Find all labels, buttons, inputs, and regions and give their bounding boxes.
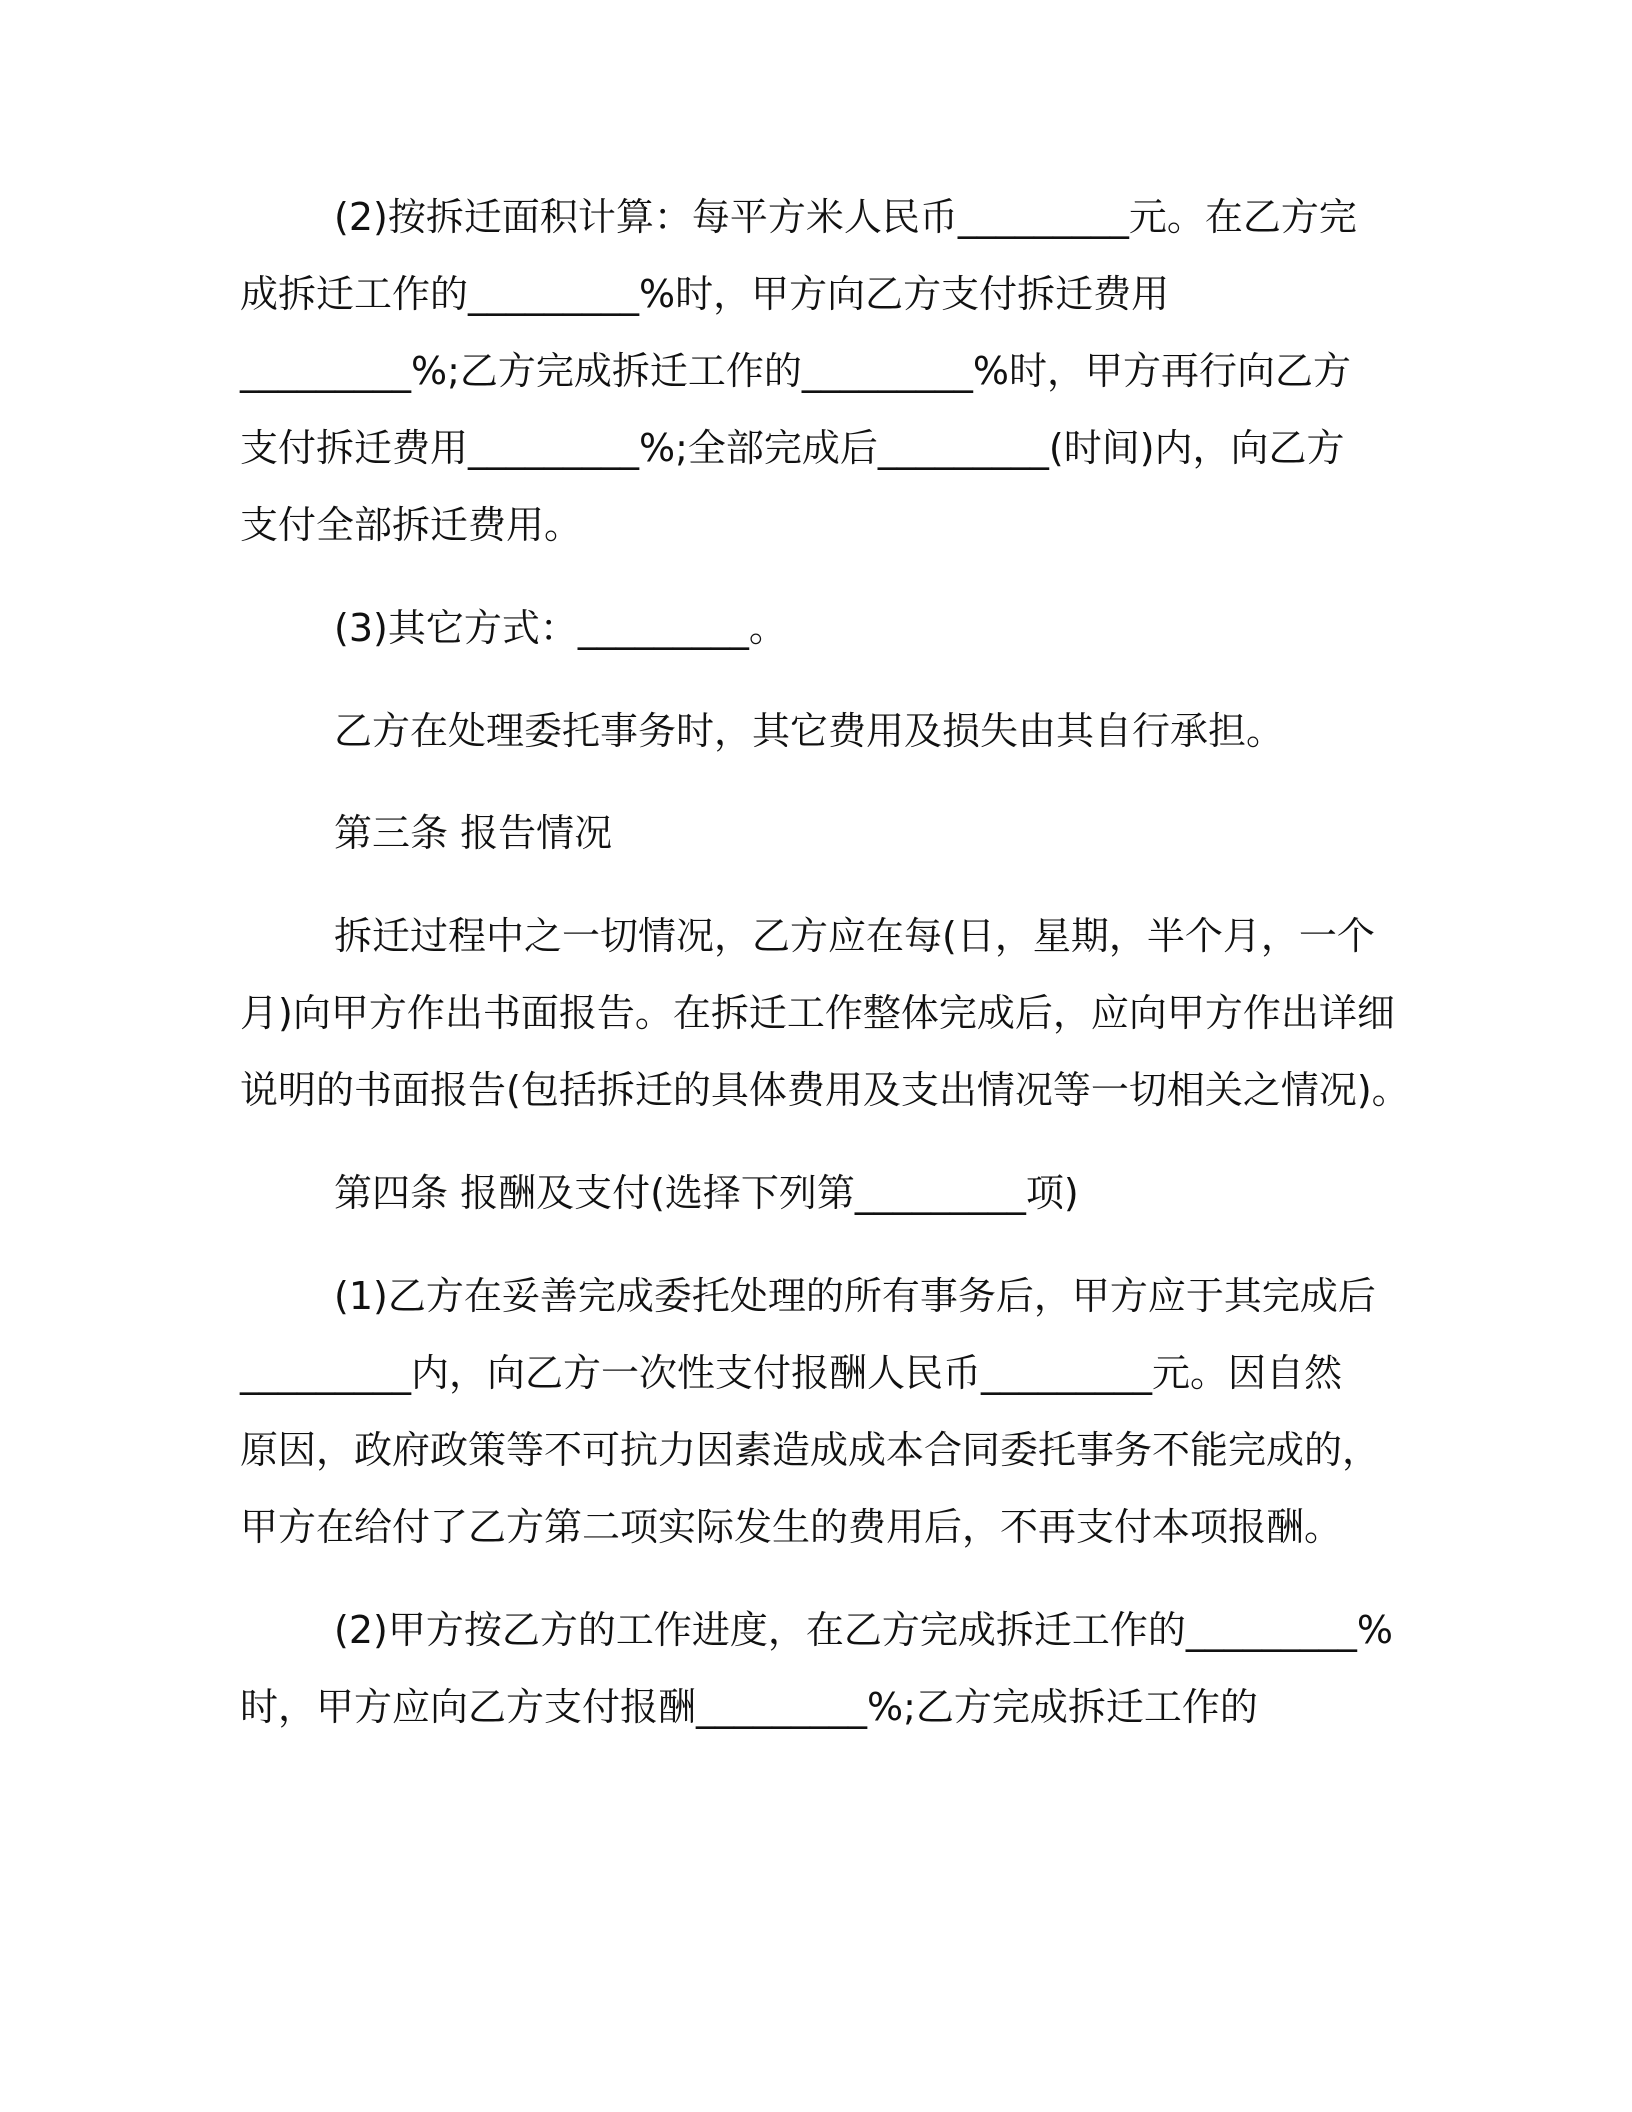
- paragraph-line: _________%;乙方完成拆迁工作的_________%时，甲方再行向乙方: [240, 349, 1352, 393]
- paragraph-line: 乙方在处理委托事务时，其它费用及损失由其自行承担。: [334, 709, 1285, 753]
- paragraph-line: 时，甲方应向乙方支付报酬_________%;乙方完成拆迁工作的: [240, 1685, 1258, 1729]
- paragraph-line: 拆迁过程中之一切情况，乙方应在每(日，星期，半个月，一个: [334, 914, 1375, 958]
- paragraph-line: (1)乙方在妥善完成委托处理的所有事务后，甲方应于其完成后: [334, 1274, 1376, 1318]
- paragraph-line: (3)其它方式：_________。: [334, 606, 787, 650]
- paragraph-line: 支付全部拆迁费用。: [240, 503, 583, 547]
- paragraph-line: 成拆迁工作的_________%时，甲方向乙方支付拆迁费用: [240, 272, 1170, 316]
- paragraph-line: (2)甲方按乙方的工作进度，在乙方完成拆迁工作的_________%: [334, 1608, 1393, 1652]
- paragraph-line: 原因，政府政策等不可抗力因素造成成本合同委托事务不能完成的，: [240, 1428, 1381, 1472]
- paragraph-line: 月)向甲方作出书面报告。在拆迁工作整体完成后，应向甲方作出详细: [240, 991, 1395, 1035]
- section-heading: 第三条 报告情况: [334, 811, 613, 855]
- section-heading: 第四条 报酬及支付(选择下列第_________项): [334, 1171, 1079, 1215]
- paragraph-line: 甲方在给付了乙方第二项实际发生的费用后，不再支付本项报酬。: [240, 1505, 1343, 1549]
- paragraph-line: _________内，向乙方一次性支付报酬人民币_________元。因自然: [240, 1351, 1343, 1395]
- paragraph-line: (2)按拆迁面积计算：每平方米人民币_________元。在乙方完: [334, 195, 1357, 239]
- paragraph-line: 支付拆迁费用_________%;全部完成后_________(时间)内，向乙方: [240, 426, 1345, 470]
- paragraph-line: 说明的书面报告(包括拆迁的具体费用及支出情况等一切相关之情况)。: [240, 1068, 1410, 1112]
